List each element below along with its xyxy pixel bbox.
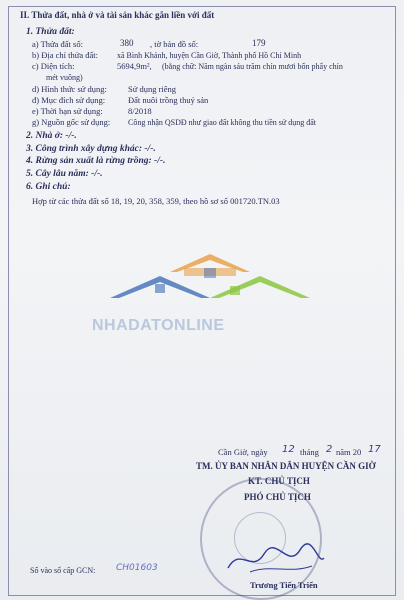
watermark-logo-icon	[100, 250, 320, 320]
date-month-label: tháng	[300, 447, 319, 457]
usage-form-value: Sử dụng riêng	[128, 84, 177, 94]
item5-perennial-trees: 5. Cây lâu năm: -/-.	[26, 169, 103, 179]
gcn-number: CH01603	[116, 563, 158, 573]
gcn-label: Số vào sổ cấp GCN:	[30, 566, 96, 575]
usage-purpose-value: Đất nuôi trồng thuỷ sản	[128, 95, 209, 105]
item2-house: 2. Nhà ở: -/-.	[26, 131, 77, 141]
signer-name: Trương Tiến Triển	[250, 580, 318, 590]
area-in-words: (bằng chữ: Năm ngàn sáu trăm chín mươi bốn phẩy chín	[162, 62, 343, 71]
map-sheet-label: , tờ bản đồ số:	[150, 39, 199, 49]
date-place: Cần Giờ, ngày	[218, 447, 268, 457]
address-label: b) Địa chỉ thửa đất:	[32, 50, 98, 60]
issuing-authority: TM. ỦY BAN NHÂN DÂN HUYỆN CẦN GIỜ	[196, 461, 376, 471]
usage-origin-value: Công nhận QSDĐ như giao đất không thu tiền sử dụng đất	[128, 118, 316, 127]
area-in-words-cont: mét vuông)	[46, 73, 83, 82]
item3-other-works: 3. Công trình xây dựng khác: -/-.	[26, 144, 156, 154]
section-title: II. Thửa đất, nhà ở và tài sản khác gắn liền với đất	[20, 10, 215, 20]
signature-scribble-icon	[220, 540, 330, 580]
parcel-number-label: a) Thửa đất số:	[32, 39, 83, 49]
parcel-number: 380	[120, 38, 134, 48]
item4-forest: 4. Rừng sản xuất là rừng trồng: -/-.	[26, 156, 166, 166]
date-day: 12	[282, 444, 295, 455]
watermark-text: NHADATONLINE	[92, 317, 225, 334]
area-value: 5694,9m²,	[117, 61, 152, 71]
item1-heading: 1. Thửa đất:	[26, 27, 75, 37]
usage-purpose-label: đ) Mục đích sử dụng:	[32, 95, 106, 105]
notes-text: Hợp từ các thửa đất số 18, 19, 20, 358, 359, theo hồ sơ số 001720.TN.03	[32, 196, 280, 206]
date-year-label: năm 20	[336, 447, 362, 457]
vice-chairman-title: PHÓ CHỦ TỊCH	[244, 492, 311, 502]
map-sheet-number: 179	[252, 38, 266, 48]
date-year: 17	[368, 444, 381, 455]
address-value: xã Bình Khánh, huyện Cần Giờ, Thành phố Hồ Chí Minh	[117, 51, 302, 60]
usage-term-value: 8/2018	[128, 106, 152, 116]
date-month: 2	[326, 444, 333, 455]
usage-form-label: d) Hình thức sử dụng:	[32, 84, 107, 94]
kt-chairman: KT. CHỦ TỊCH	[248, 476, 310, 486]
area-label: c) Diện tích:	[32, 61, 75, 71]
usage-origin-label: g) Nguồn gốc sử dụng:	[32, 117, 111, 127]
usage-term-label: e) Thời hạn sử dụng:	[32, 106, 103, 116]
item6-notes-heading: 6. Ghi chú:	[26, 182, 71, 192]
